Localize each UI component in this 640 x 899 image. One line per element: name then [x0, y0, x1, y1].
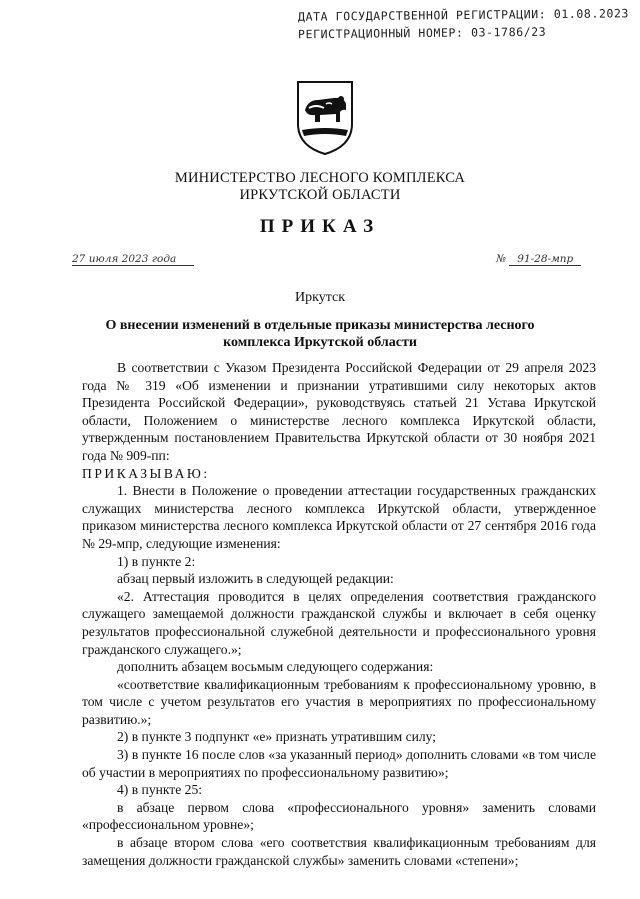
paragraph-item-1: 1. Внести в Положение о проведении аттестации государственных гражданских служащих министерства лесного комплекса Иркутской области, утвержденное приказом министерства лесного комплекса Иркутской области от 27 сентября 2016 года № 29-мпр, следующие изменения: [82, 483, 596, 551]
subject-line2: комплекса Иркутской области [223, 335, 417, 350]
paragraph-text: в абзаце втором слова «его соответствия квалификационным требованиям для замещения должности гражданской службы» заменить словами «степени»; [82, 835, 596, 868]
paragraph-text: дополнить абзацем восьмым следующего содержания: [117, 659, 434, 675]
irkutsk-coat-of-arms-icon [296, 80, 354, 156]
paragraph-sub-4: 4) в пункте 25: [117, 782, 203, 798]
subject-line1: О внесении изменений в отдельные приказы министерства лесного [105, 318, 535, 333]
paragraph-sub-1: 1) в пункте 2: [117, 553, 196, 569]
order-number-prefix: № [496, 253, 506, 265]
document-type-title: ПРИКАЗ [259, 216, 381, 237]
ministry-name-line2: ИРКУТСКОЙ ОБЛАСТИ [239, 187, 401, 203]
paragraph-quote-2: «2. Аттестация проводится в целях определения соответствия гражданского служащего замещаемой должности гражданской службы и включает в себя оценку результатов профессиональной служебной деятельности и профессионального уровня гражданского служащего.»; [82, 588, 596, 657]
order-number-handwritten: 91-28-мпр [509, 253, 581, 266]
paragraph-sub-2: 2) в пункте 3 подпункт «е» признать утратившим силу; [117, 729, 437, 745]
city-name: Иркутск [294, 290, 346, 305]
paragraph-preamble: В соответствии с Указом Президента Российской Федерации от 29 апреля 2023 года № 319 «Об изменении и признании утратившими силу некоторых актов Президента Российской Федерации», руководствуясь статьей 21 Устава Иркутской области, Положением о министерстве лесного комплекса Иркутской области, утвержденным постановлением Правительства Иркутской области от 30 ноября 2021 года № 909-пп: [82, 360, 596, 463]
registration-date-stamp: ДАТА ГОСУДАРСТВЕННОЙ РЕГИСТРАЦИИ: 01.08.2023 [297, 6, 630, 24]
ministry-name-line1: МИНИСТЕРСТВО ЛЕСНОГО КОМПЛЕКСА [174, 170, 466, 186]
registration-number-stamp: РЕГИСТРАЦИОННЫЙ НОМЕР: 03-1786/23 [297, 24, 547, 42]
paragraph-sub-3: 3) в пункте 16 после слов «за указанный период» дополнить словами «в том числе об участии в мероприятиях по профессиональному развитию»; [82, 747, 596, 780]
order-date-handwritten: 27 июля 2023 года [72, 253, 194, 266]
order-number [496, 253, 581, 266]
document-body [82, 359, 596, 869]
paragraph-quote-8: «соответствие квалификационным требованиям к профессиональному уровню, в том числе с учетом результатов его участия в мероприятиях по профессиональному развитию.»; [82, 676, 596, 727]
paragraph-text: абзац первый изложить в следующей редакции: [117, 571, 394, 587]
paragraph-order-word: ПРИКАЗЫВАЮ: [82, 465, 210, 481]
paragraph-text: в абзаце первом слова «профессионального уровня» заменить словами «профессиональном уровне»; [82, 799, 596, 833]
